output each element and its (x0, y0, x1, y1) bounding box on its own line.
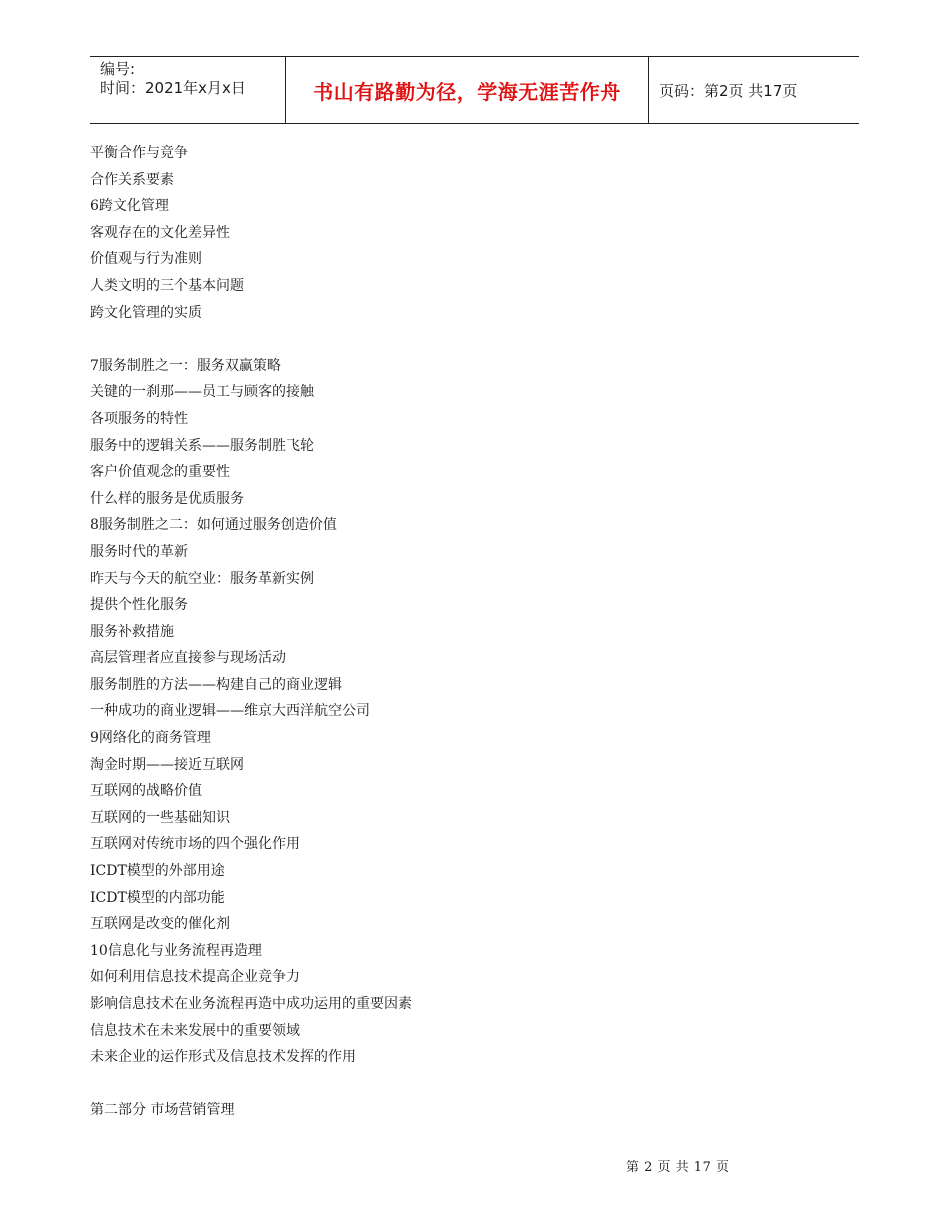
outline-line: 影响信息技术在业务流程再造中成功运用的重要因素 (90, 996, 412, 1012)
outline-line: 信息技术在未来发展中的重要领域 (90, 1022, 300, 1039)
outline-line: 什么样的服务是优质服务 (90, 490, 244, 507)
outline-line: 服务补救措施 (90, 623, 174, 640)
document-body (90, 140, 850, 1124)
outline-line: 客观存在的文化差异性 (90, 224, 230, 241)
blank-line (90, 1071, 850, 1098)
outline-line: 未来企业的运作形式及信息技术发挥的作用 (90, 1049, 356, 1066)
page-footer: 第 2 页 共 17 页 (626, 1160, 730, 1175)
outline-line: 如何利用信息技术提高企业竞争力 (90, 969, 300, 986)
outline-line: 7服务制胜之一：服务双赢策略 (90, 357, 281, 374)
outline-line: 跨文化管理的实质 (90, 304, 202, 321)
header-page-info: 页码：第2页 共17页 (659, 81, 798, 100)
header-motto: 书山有路勤为径，学海无涯苦作舟 (313, 79, 621, 104)
outline-line: 一种成功的商业逻辑——维京大西洋航空公司 (90, 703, 370, 720)
header-page-cell (649, 57, 859, 123)
outline-line: 高层管理者应直接参与现场活动 (90, 650, 286, 667)
outline-line: 各项服务的特性 (90, 410, 188, 427)
outline-line: 互联网对传统市场的四个强化作用 (90, 836, 300, 853)
outline-line: 互联网的一些基础知识 (90, 809, 230, 826)
outline-line: 服务制胜的方法——构建自己的商业逻辑 (90, 676, 342, 693)
outline-line: 服务时代的革新 (90, 543, 188, 560)
outline-line: 平衡合作与竞争 (90, 145, 188, 161)
header-meta-cell (90, 57, 286, 123)
doc-time-label: 时间：2021年x月x日 (100, 79, 246, 97)
outline-line: 合作关系要素 (90, 171, 174, 188)
outline-line: 10信息化与业务流程再造理 (90, 942, 262, 959)
page-header (90, 56, 859, 124)
outline-line: ICDT模型的外部用途 (90, 863, 225, 880)
outline-line: 互联网是改变的催化剂 (90, 916, 230, 933)
outline-line: 人类文明的三个基本问题 (90, 277, 244, 294)
outline-line: 第二部分 市场营销管理 (90, 1102, 235, 1119)
outline-line: 9网络化的商务管理 (90, 730, 211, 747)
header-motto-cell (286, 57, 649, 123)
doc-number-label: 编号: (100, 60, 136, 78)
blank-line (90, 326, 850, 353)
outline-line: 提供个性化服务 (90, 597, 188, 614)
outline-line: 客户价值观念的重要性 (90, 464, 230, 481)
outline-line: 淘金时期——接近互联网 (90, 756, 244, 773)
outline-line: 6跨文化管理 (90, 198, 169, 215)
outline-line: ICDT模型的内部功能 (90, 889, 225, 906)
outline-line: 8服务制胜之二：如何通过服务创造价值 (90, 517, 337, 534)
outline-line: 价值观与行为准则 (90, 251, 202, 268)
outline-line: 昨天与今天的航空业：服务革新实例 (90, 570, 314, 587)
outline-line: 服务中的逻辑关系——服务制胜飞轮 (90, 437, 314, 454)
outline-line: 互联网的战略价值 (90, 783, 202, 800)
outline-line: 关键的一刹那——员工与顾客的接触 (90, 384, 314, 401)
